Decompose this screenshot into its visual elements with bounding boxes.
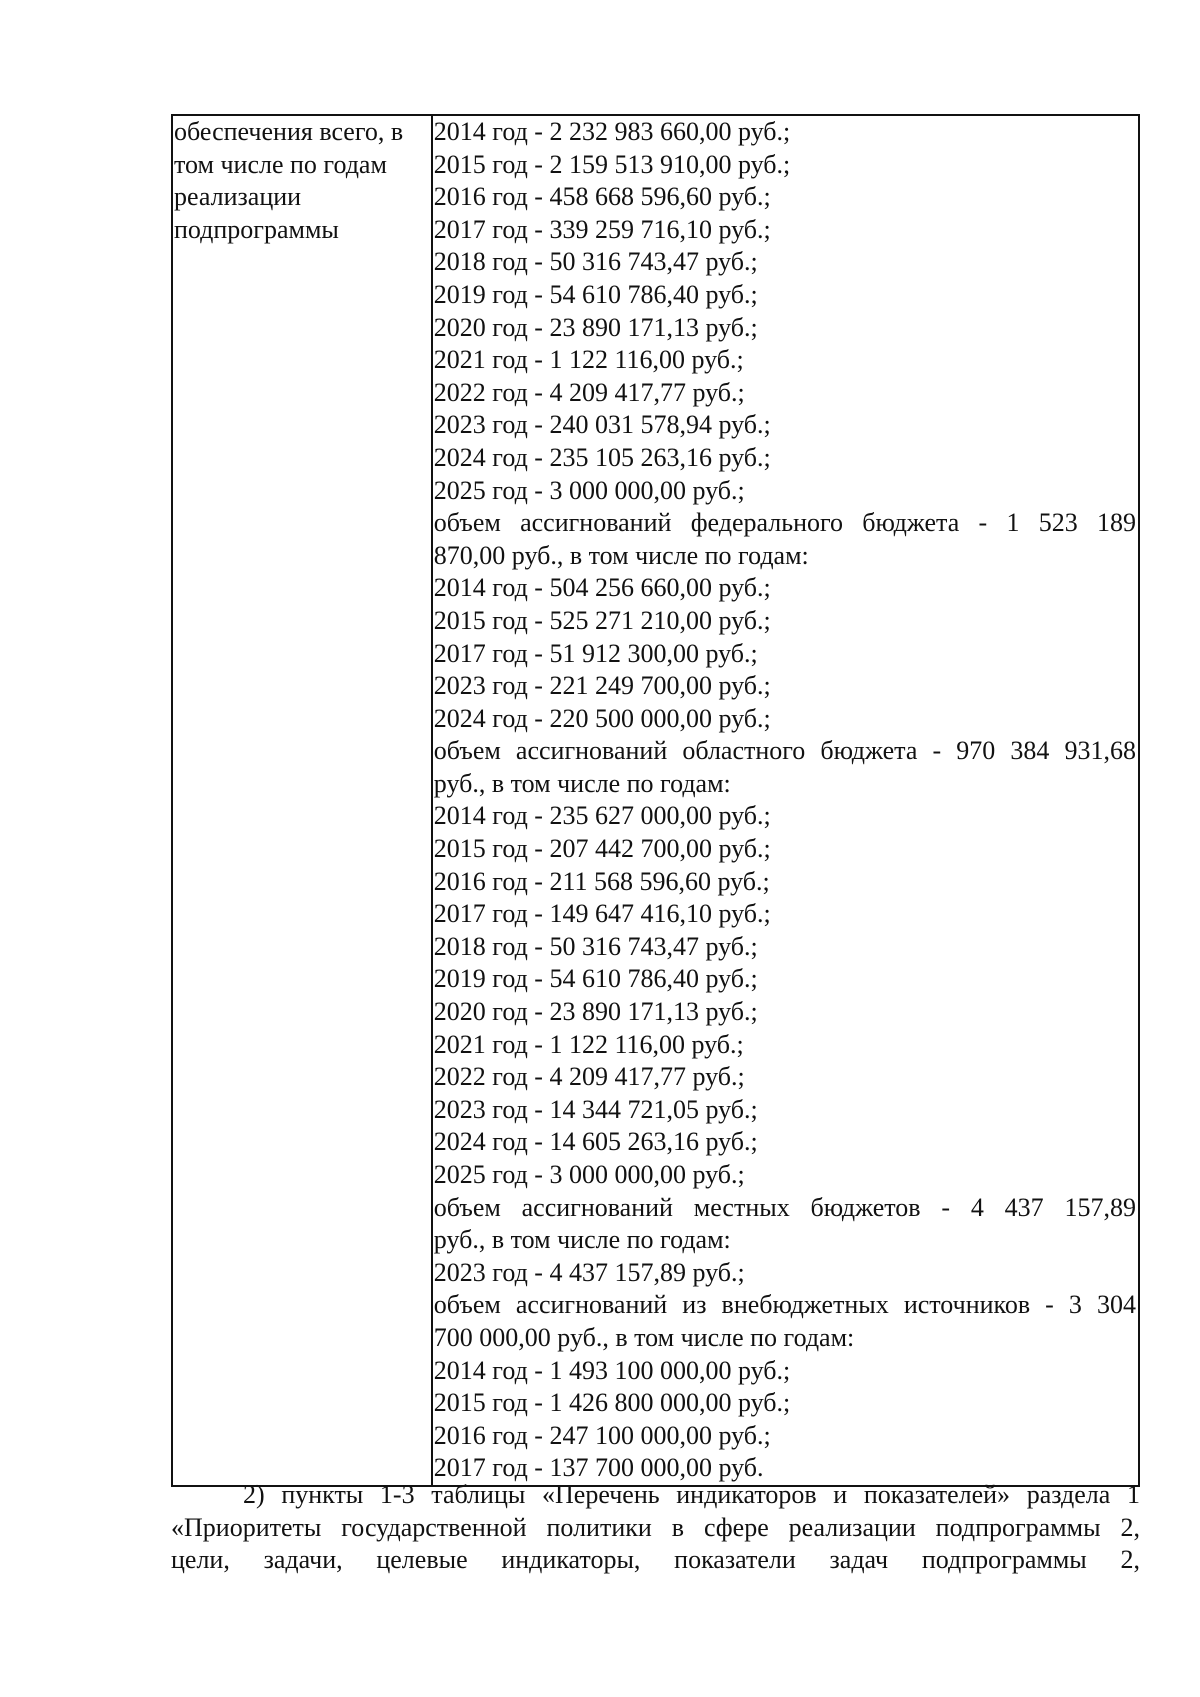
value-line: 2017 год - 149 647 416,10 руб.;: [433, 899, 771, 929]
value-line: 2023 год - 221 249 700,00 руб.;: [433, 671, 771, 701]
value-line: 2016 год - 458 668 596,60 руб.;: [433, 182, 771, 212]
value-line: 2014 год - 235 627 000,00 руб.;: [433, 801, 771, 831]
value-line: 2018 год - 50 316 743,47 руб.;: [433, 247, 758, 277]
label-line: реализации: [174, 182, 302, 212]
value-line: 2024 год - 14 605 263,16 руб.;: [433, 1127, 758, 1157]
value-line: 2023 год - 14 344 721,05 руб.;: [433, 1094, 758, 1124]
value-line: 2024 год - 220 500 000,00 руб.;: [433, 703, 771, 733]
value-line: 2023 год - 4 437 157,89 руб.;: [433, 1257, 745, 1287]
value-line: 2022 год - 4 209 417,77 руб.;: [433, 1062, 745, 1092]
value-line: 2022 год - 4 209 417,77 руб.;: [433, 377, 745, 407]
value-line: 2021 год - 1 122 116,00 руб.;: [433, 345, 744, 375]
value-line: 2019 год - 54 610 786,40 руб.;: [433, 279, 758, 309]
value-line: 2021 год - 1 122 116,00 руб.;: [433, 1029, 744, 1059]
value-line: 870,00 руб., в том числе по годам:: [433, 540, 809, 570]
value-line: 2023 год - 240 031 578,94 руб.;: [433, 410, 771, 440]
value-line: 2015 год - 2 159 513 910,00 руб.;: [433, 149, 791, 179]
value-line: 700 000,00 руб., в том числе по годам:: [433, 1322, 855, 1352]
value-line: 2020 год - 23 890 171,13 руб.;: [433, 312, 758, 342]
value-line: 2016 год - 247 100 000,00 руб.;: [433, 1420, 771, 1450]
value-line: 2025 год - 3 000 000,00 руб.;: [433, 475, 745, 505]
value-line: руб., в том числе по годам:: [433, 1225, 731, 1255]
value-line: 2020 год - 23 890 171,13 руб.;: [433, 997, 758, 1027]
value-line: 2017 год - 137 700 000,00 руб.: [433, 1453, 764, 1483]
paragraph-line: 2) пункты 1-3 таблицы «Перечень индикаторов и показателей» раздела 1: [243, 1480, 1140, 1509]
value-line: 2015 год - 525 271 210,00 руб.;: [433, 605, 771, 635]
label-line: обеспечения всего, в: [174, 117, 404, 146]
paragraph-line: «Приоритеты государственной политики в сфере реализации подпрограммы 2,: [171, 1512, 1140, 1542]
value-line: 2015 год - 207 442 700,00 руб.;: [433, 834, 771, 864]
value-line: 2014 год - 504 256 660,00 руб.;: [433, 573, 771, 603]
value-line: объем ассигнований областного бюджета - 970 384 931,68: [433, 736, 1136, 766]
table-cell-label: [172, 115, 432, 1486]
value-line: руб., в том числе по годам:: [433, 768, 731, 798]
value-line: 2024 год - 235 105 263,16 руб.;: [433, 442, 771, 472]
body-paragraph: [171, 1479, 1140, 1577]
value-line: 2014 год - 2 232 983 660,00 руб.;: [433, 117, 791, 146]
value-line: объем ассигнований из внебюджетных источников - 3 304: [433, 1290, 1136, 1320]
funding-table: [171, 114, 1140, 1487]
table-cell-values: [432, 115, 1139, 1486]
value-line: объем ассигнований федерального бюджета - 1 523 189: [433, 508, 1136, 538]
label-line: том числе по годам: [174, 149, 387, 179]
value-line: объем ассигнований местных бюджетов - 4 437 157,89: [433, 1192, 1136, 1222]
value-line: 2025 год - 3 000 000,00 руб.;: [433, 1160, 745, 1189]
value-line: 2014 год - 1 493 100 000,00 руб.;: [433, 1355, 791, 1385]
value-line: 2019 год - 54 610 786,40 руб.;: [433, 964, 758, 994]
value-line: 2015 год - 1 426 800 000,00 руб.;: [433, 1388, 791, 1418]
value-line: 2017 год - 51 912 300,00 руб.;: [433, 638, 758, 668]
table-row: [172, 115, 1139, 1486]
paragraph-line: цели, задачи, целевые индикаторы, показатели задач подпрограммы 2,: [171, 1545, 1140, 1574]
value-line: 2016 год - 211 568 596,60 руб.;: [433, 866, 770, 896]
value-line: 2017 год - 339 259 716,10 руб.;: [433, 214, 771, 244]
label-line: подпрограммы: [174, 214, 339, 244]
value-line: 2018 год - 50 316 743,47 руб.;: [433, 931, 758, 961]
